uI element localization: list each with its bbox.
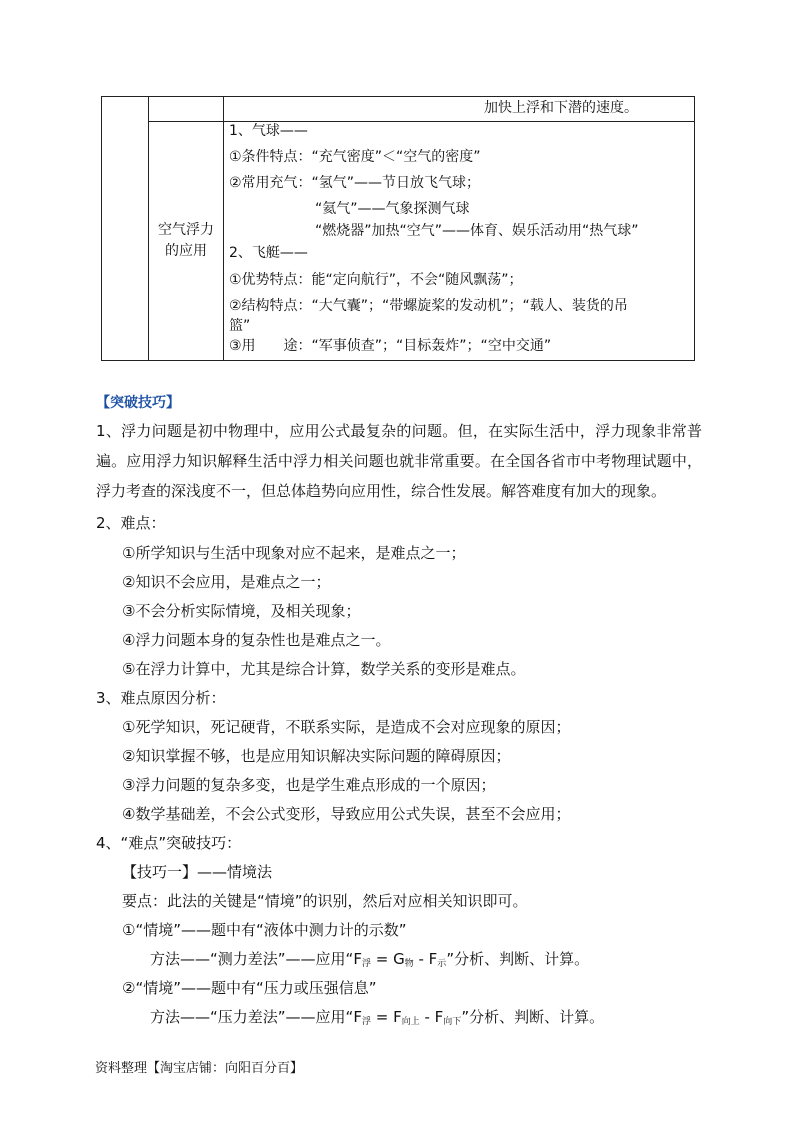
method-text: - F [419,1008,444,1026]
table-line: ②常用充气：“氢气”——节日放飞气球； [229,175,481,191]
subscript: 物 [404,959,414,969]
subscript: 浮 [361,959,371,969]
method-text: ”分析、判断、计算。 [461,1008,605,1026]
subscript: 向上 [401,1017,420,1027]
subscript: 向下 [443,1017,462,1027]
list-item: ⑤在浮力计算中，尤其是综合计算，数学关系的变形是难点。 [122,660,526,678]
difficulty-title: 2、难点： [96,514,166,532]
method-text: 方法——“压力差法”——应用“F [150,1008,362,1026]
table-line: “氦气”——气象探测气球 [315,201,470,217]
list-item: ③浮力问题的复杂多变，也是学生难点形成的一个原因； [122,776,496,794]
breakthrough-title: 4、“难点”突破技巧： [96,834,242,852]
subscript: 示 [437,959,447,969]
method-text: = F [370,1008,402,1026]
subscript: 浮 [361,1017,371,1027]
table-line: ③用 途：“军事侦查”；“目标轰炸”；“空中交通” [229,338,552,354]
tip1-key: 要点：此法的关键是“情境”的识别，然后对应相关知识即可。 [122,892,528,910]
list-item: ②知识不会应用，是难点之一； [122,573,331,591]
method-text: = G [370,950,405,968]
method-text: - F [413,950,438,968]
airship-heading: 2、飞艇—— [229,245,308,261]
list-item: ②知识掌握不够，也是应用知识解决实际问题的障碍原因； [122,747,511,765]
list-item: ④浮力问题本身的复杂性也是难点之一。 [122,631,391,649]
list-item: ①死学知识，死记硬背，不联系实际，是造成不会对应现象的原因； [122,718,571,736]
tip1-title: 【技巧一】——情境法 [122,863,273,881]
list-item: ③不会分析实际情境，及相关现象； [122,602,361,620]
method-text: ”分析、判断、计算。 [446,950,590,968]
footer-credit: 资料整理【淘宝店铺：向阳百分百】 [95,1061,304,1076]
row1-text: 加快上浮和下潜的速度。 [484,100,638,116]
method-text: 方法——“测力差法”——应用“F [150,950,362,968]
balloon-heading: 1、气球—— [229,123,308,139]
table-line: ②结构特点：“大气囊”；“带螺旋桨的发动机”；“载人、装货的吊 [229,298,628,314]
scenario2: ②“情境”——题中有“压力或压强信息” [122,979,377,997]
method1 [150,948,589,969]
table-cell [149,97,224,122]
label-line: 空气浮力 [158,222,214,238]
label-line: 的应用 [165,243,207,259]
list-item: ①所学知识与生活中现象对应不起来，是难点之一； [122,544,466,562]
table-line: ①优势特点：能“定向航行”，不会“随风飘荡”； [229,272,523,288]
section-title: 【突破技巧】 [96,395,180,411]
table-line: “燃烧器”加热“空气”——体育、娱乐活动用“热气球” [315,223,639,239]
table-line: 篮” [229,318,251,334]
table-line: ①条件特点：“充气密度”＜“空气的密度” [229,149,481,165]
cause-title: 3、难点原因分析： [96,689,226,707]
list-item: ④数学基础差，不会公式变形，导致应用公式失误，甚至不会应用； [122,805,571,823]
table-cell [102,97,149,361]
air-buoyancy-application-label [150,220,222,262]
method2 [150,1006,604,1027]
intro-paragraph: 1、浮力问题是初中物理中，应用公式最复杂的问题。但，在实际生活中，浮力现象非常普遍。应用浮力知识解释生活中浮力相关问题也就非常重要。在全国各省市中考物理试题中，浮力考查的深浅度不一，但总体趋势向应用性，综合性发展。解答难度有加大的现象。 [96,422,702,500]
scenario1: ①“情境”——题中有“液体中测力计的示数” [122,921,407,939]
